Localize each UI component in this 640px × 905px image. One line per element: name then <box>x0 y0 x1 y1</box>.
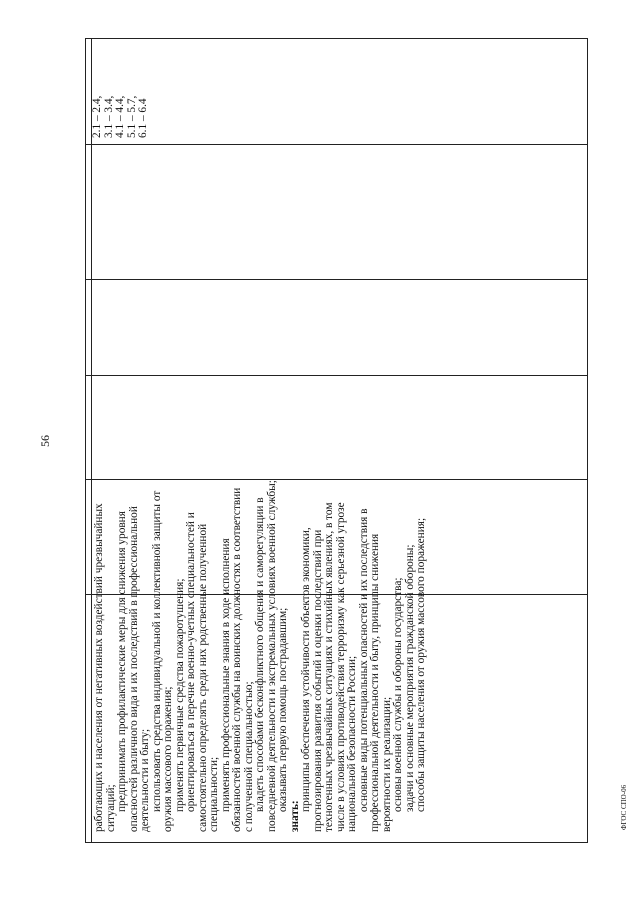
competency-list <box>90 42 152 142</box>
content-paragraph: владеть способами бесконфликтного общения и саморегуляции в повседневной деятельности и экстремальных условиях военной службы; <box>254 480 278 832</box>
requirements-table <box>85 38 588 843</box>
row-divider <box>86 279 587 280</box>
competency-ref: 6.1 – 6.4 <box>137 98 149 138</box>
content-paragraph: основные виды потенциальных опасностей и их последствия в профессиональной деятельности и быту, принципы снижения вероятности их реализации; <box>357 508 393 832</box>
content-paragraph: способы защиты населения от оружия массового поражения; <box>415 517 427 812</box>
content-paragraph: ориентироваться в перечне военно-учетных специальностей и самостоятельно определять среди них родственные полученной специальности; <box>185 512 220 832</box>
content-cell <box>92 474 582 836</box>
content-paragraph: применять профессиональные знания в ходе исполнения обязанностей военной службы на воинских должностях в соответствии с полученной специальностью; <box>219 487 255 832</box>
content-paragraph: работающих и населения от негативных воздействий чрезвычайных ситуаций; <box>93 503 117 832</box>
content-paragraph: применять первичные средства пожаротушения; <box>173 578 186 812</box>
competency-ref: 2.1 – 2.4, <box>91 95 103 138</box>
page-number: 56 <box>38 435 52 447</box>
content-paragraph: предпринимать профилактические меры для снижения уровня опасностей различного вида и их последствий в профессиональной деятельности и быту; <box>116 506 151 832</box>
competencies-cell <box>90 42 150 142</box>
content-paragraph: знать: <box>288 800 301 832</box>
content-paragraph: использовать средства индивидуальной и коллективной защиты от оружия массового поражения; <box>150 490 174 832</box>
competency-ref: 3.1 – 3.4, <box>102 95 115 138</box>
content-paragraph: задачи и основные мероприятия гражданской обороны; <box>403 544 416 812</box>
competency-ref: 5.1 – 5.7, <box>125 95 138 138</box>
content-paragraph: основы военной службы и обороны государства; <box>392 577 404 812</box>
row-divider <box>86 144 587 145</box>
content-paragraph: оказывать первую помощь пострадавшим; <box>277 607 289 812</box>
row-divider <box>86 375 587 376</box>
competency-ref: 4.1 – 4.4, <box>114 95 126 138</box>
content-paragraph: принципы обеспечения устойчивости объектов экономики, прогнозирования развития событий и оценки последствий при техногенных чрезвычайных ситуациях и стихийных явлениях, в том числе в условиях противодействия терроризму как серьезной угрозе национальной безопасности России; <box>300 502 358 832</box>
content-text <box>92 476 430 836</box>
footer-code: ФГОС СПО-06 <box>620 784 628 830</box>
